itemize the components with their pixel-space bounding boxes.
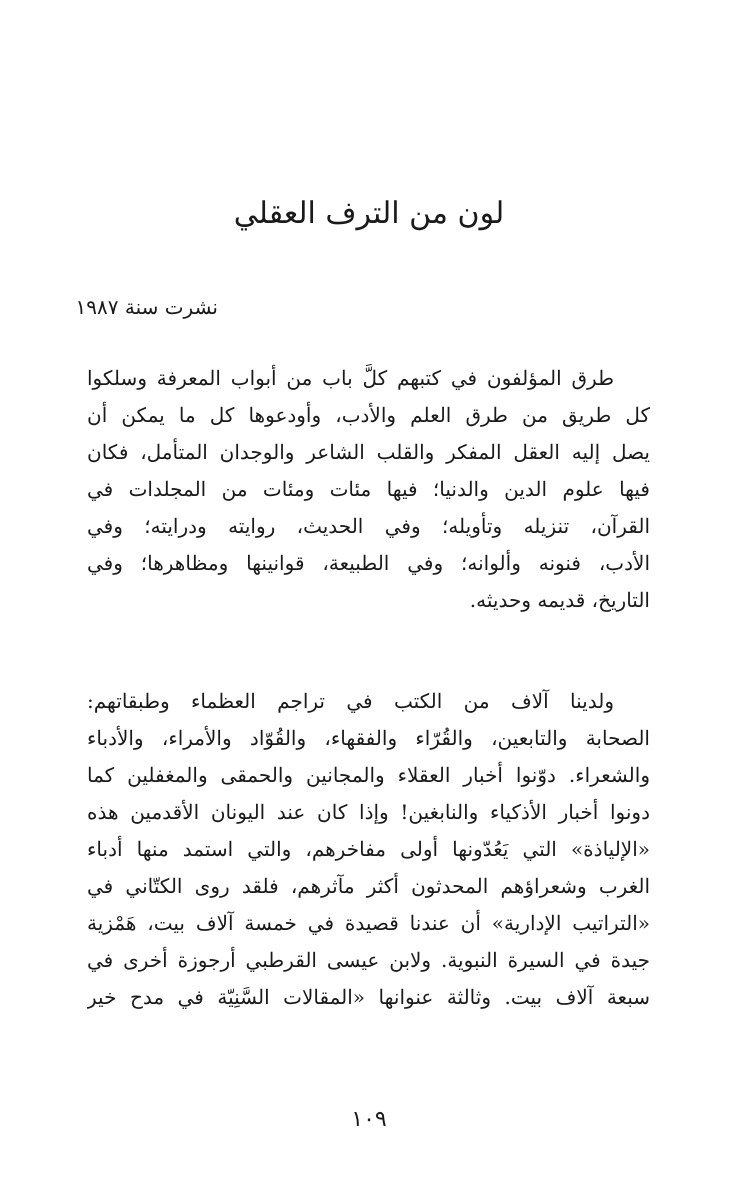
paragraph-line: دونوا أخبار الأذكياء والنابغين! وإذا كان عند اليونان الأقدمين هذه [87,800,650,824]
paragraph-line: الغرب وشعراؤهم المحدثون أكثر مآثرهم، فلقد روى الكتّاني في [87,874,650,898]
paragraph-1 [87,360,650,619]
paragraph-line: «الإلياذة» التي يَعُدّونها أولى مفاخرهم، والتي استمد منها أدباء [87,837,650,861]
paragraph-line: الصحابة والتابعين، والقُرّاء والفقهاء، والقُوّاد والأمراء، والأدباء [87,726,650,750]
paragraph-line: فيها علوم الدين والدنيا؛ فيها مئات ومئات من المجلدات في [87,477,650,501]
paragraph-line: جيدة في السيرة النبوية. ولابن عيسى القرطبي أرجوزة أخرى في [87,948,650,972]
paragraph-line: «التراتيب الإدارية» أن عندنا قصيدة في خمسة آلاف بيت، هَمْزية [87,911,650,935]
page-number: ١٠٩ [351,1107,387,1132]
paragraph-line: التاريخ، قديمه وحديثه. [469,588,650,612]
paragraph-2 [87,683,650,1016]
paragraph-line: طرق المؤلفون في كتبهم كلَّ باب من أبواب المعرفة وسلكوا [87,366,614,390]
publication-note: نشرت سنة ١٩٨٧ [75,295,218,319]
chapter-title: لون من الترف العقلي [233,196,505,231]
paragraph-line: سبعة آلاف بيت. وثالثة عنوانها «المقالات السَّنِيّة في مدح خير [87,985,650,1009]
paragraph-line: يصل إليه العقل المفكر والقلب الشاعر والوجدان المتأمل، فكان [87,440,650,464]
paragraph-line: والشعراء. دوّنوا أخبار العقلاء والمجانين والحمقى والمغفلين كما [87,763,650,787]
paragraph-line: ولدينا آلاف من الكتب في تراجم العظماء وطبقاتهم: [87,689,614,713]
paragraph-line: كل طريق من طرق العلم والأدب، وأودعوها كل ما يمكن أن [87,403,650,427]
paragraph-line: القرآن، تنزيله وتأويله؛ وفي الحديث، روايته ودرايته؛ وفي [87,514,650,538]
paragraph-line: الأدب، فنونه وألوانه؛ وفي الطبيعة، قوانينها ومظاهرها؛ وفي [87,551,650,575]
